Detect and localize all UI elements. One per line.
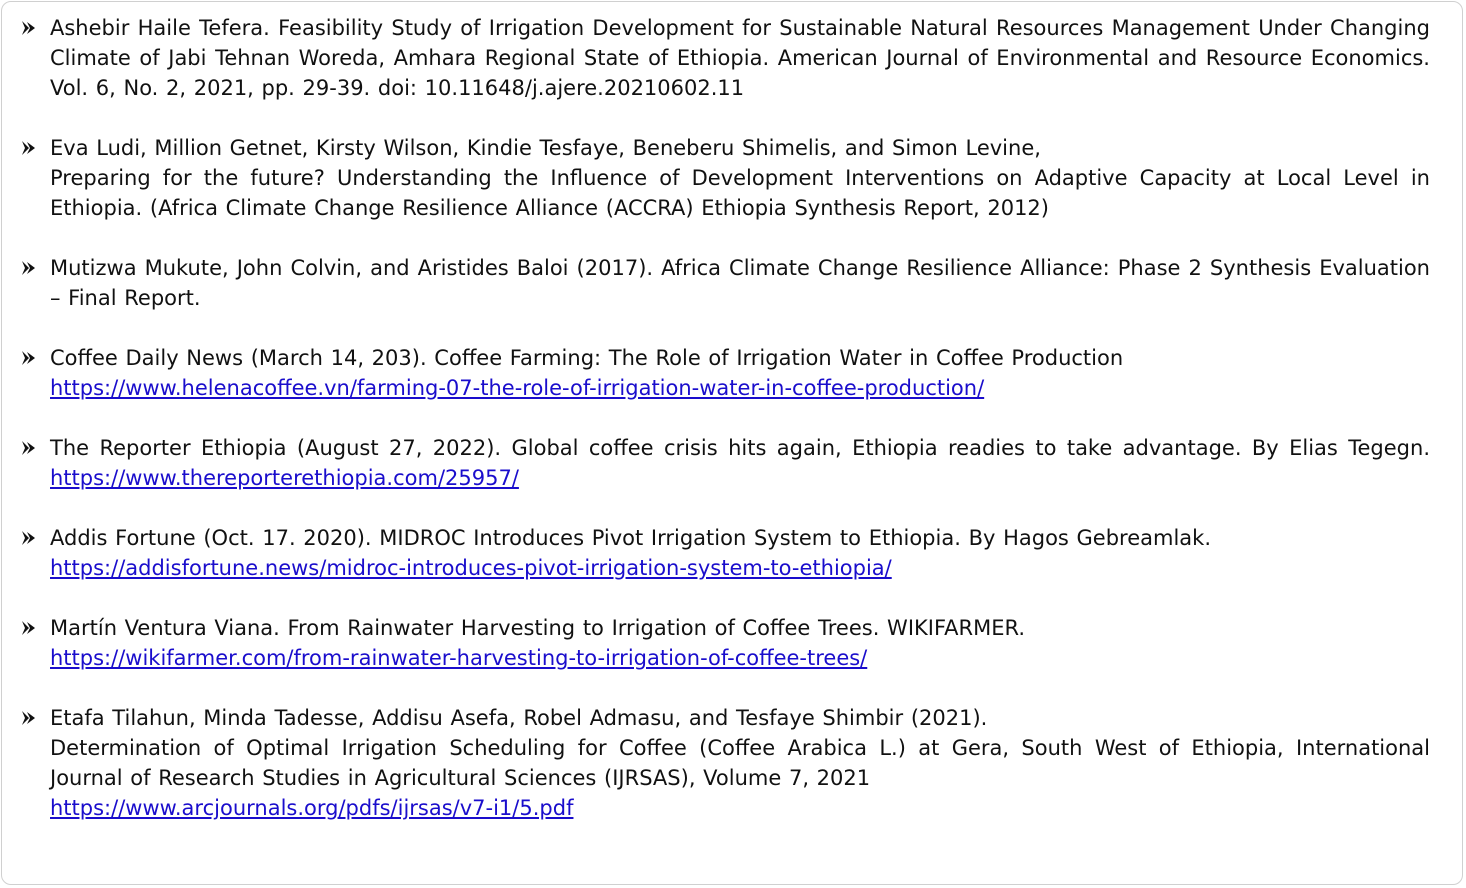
reference-text: Coffee Daily News (March 14, 203). Coffee Farming: The Role of Irrigation Water in Coffee Production [50, 346, 1124, 370]
arrow-bullet-icon [20, 529, 38, 547]
reference-title: Preparing for the future? Understanding the Influence of Development Interventions on Adaptive Capacity at Local Level in Ethiopia. (Africa Climate Change Resilience Alliance (ACCRA) Ethiopia Synthesis Report, 2012) [50, 166, 1430, 220]
reference-authors: Etafa Tilahun, Minda Tadesse, Addisu Asefa, Robel Admasu, and Tesfaye Shimbir (2021). [50, 706, 988, 730]
reference-link[interactable]: https://www.arcjournals.org/pdfs/ijrsas/v7-i1/5.pdf [50, 796, 574, 820]
reference-title: Determination of Optimal Irrigation Scheduling for Coffee (Coffee Arabica L.) at Gera, South West of Ethiopia, International Journal of Research Studies in Agricultural Sciences (IJRSAS), Volume 7, 2021 [50, 736, 1430, 790]
reference-list [18, 13, 1430, 853]
reference-text: Martín Ventura Viana. From Rainwater Harvesting to Irrigation of Coffee Trees. WIKIFARMER. [50, 616, 1025, 640]
reference-item [18, 343, 1430, 403]
reference-link[interactable]: https://www.helenacoffee.vn/farming-07-the-role-of-irrigation-water-in-coffee-production/ [50, 376, 985, 400]
arrow-bullet-icon [20, 19, 38, 37]
reference-item [18, 523, 1430, 583]
reference-text: Addis Fortune (Oct. 17. 2020). MIDROC Introduces Pivot Irrigation System to Ethiopia. By Hagos Gebreamlak. [50, 526, 1212, 550]
reference-item [18, 703, 1430, 823]
arrow-bullet-icon [20, 259, 38, 277]
reference-item [18, 133, 1430, 223]
reference-text: Ashebir Haile Tefera. Feasibility Study of Irrigation Development for Sustainable Natural Resources Management Under Changing Climate of Jabi Tehnan Woreda, Amhara Regional State of Ethiopia. American Journal of Environmental and Resource Economics. Vol. 6, No. 2, 2021, pp. 29-39. doi: 10.11648/j.ajere.20210602.11 [50, 16, 1430, 100]
reference-text: Mutizwa Mukute, John Colvin, and Aristides Baloi (2017). Africa Climate Change Resilience Alliance: Phase 2 Synthesis Evaluation – Final Report. [50, 256, 1430, 310]
reference-item [18, 433, 1430, 493]
arrow-bullet-icon [20, 349, 38, 367]
reference-link[interactable]: https://addisfortune.news/midroc-introduces-pivot-irrigation-system-to-ethiopia/ [50, 556, 892, 580]
reference-item [18, 613, 1430, 673]
arrow-bullet-icon [20, 709, 38, 727]
reference-link[interactable]: https://www.thereporterethiopia.com/25957/ [50, 466, 519, 490]
reference-authors: Eva Ludi, Million Getnet, Kirsty Wilson, Kindie Tesfaye, Beneberu Shimelis, and Simon Levine, [50, 136, 1041, 160]
reference-link[interactable]: https://wikifarmer.com/from-rainwater-harvesting-to-irrigation-of-coffee-trees/ [50, 646, 868, 670]
arrow-bullet-icon [20, 439, 38, 457]
reference-text: The Reporter Ethiopia (August 27, 2022). Global coffee crisis hits again, Ethiopia readies to take advantage. By Elias Tegegn. [50, 436, 1430, 460]
arrow-bullet-icon [20, 139, 38, 157]
reference-item [18, 253, 1430, 313]
reference-item [18, 13, 1430, 103]
arrow-bullet-icon [20, 619, 38, 637]
